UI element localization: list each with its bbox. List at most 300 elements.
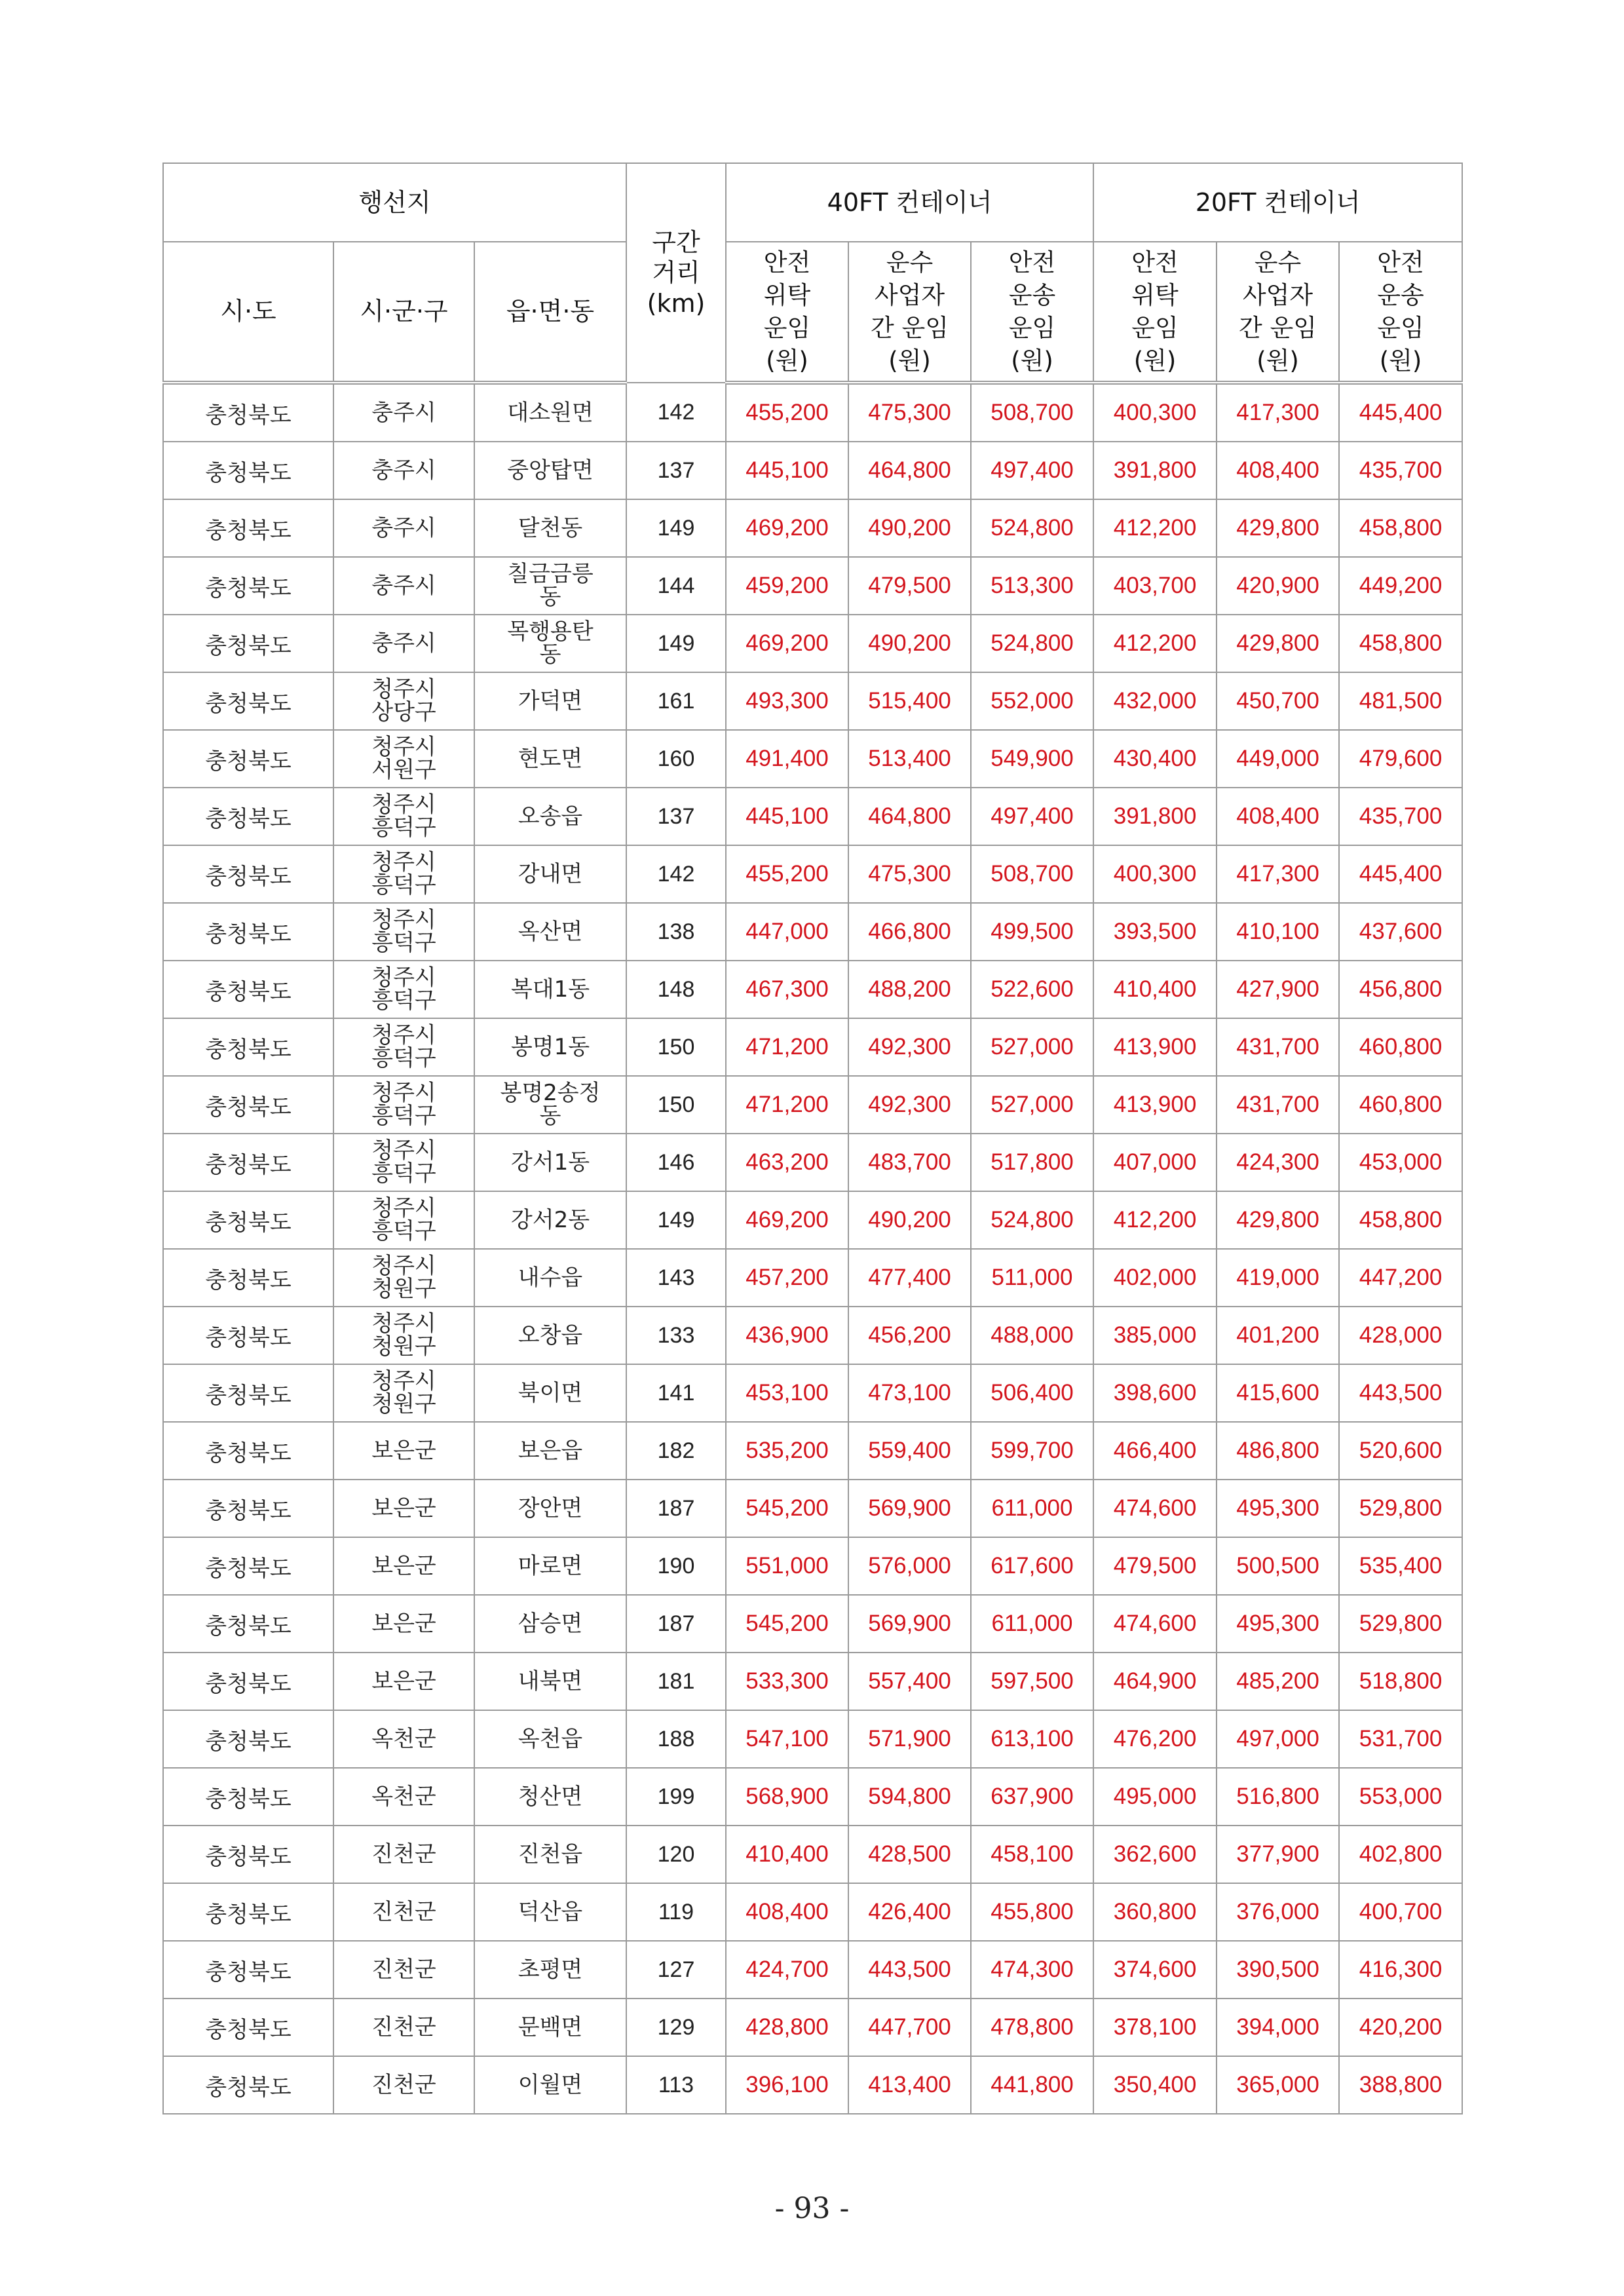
safe-consign-20ft-cell: 495,000 <box>1093 1768 1217 1826</box>
table-body <box>163 383 1462 2114</box>
distance-cell: 190 <box>626 1537 726 1595</box>
safe-consign-20ft-cell: 385,000 <box>1093 1307 1217 1364</box>
carrier-20ft-cell: 486,800 <box>1217 1422 1339 1480</box>
safe-transport-20ft-cell: 456,800 <box>1339 961 1462 1018</box>
sido-cell: 충청북도 <box>163 1999 333 2056</box>
distance-cell: 150 <box>626 1018 726 1076</box>
carrier-40ft-cell: 464,800 <box>848 442 971 499</box>
safe-transport-40ft-cell: 478,800 <box>971 1999 1093 2056</box>
safe-consign-40ft-cell: 436,900 <box>726 1307 848 1364</box>
eupmyeondong-cell: 내수읍 <box>474 1249 626 1307</box>
safe-consign-40ft-cell: 535,200 <box>726 1422 848 1480</box>
safe-transport-40ft-cell: 474,300 <box>971 1941 1093 1999</box>
eupmyeondong-cell: 강서2동 <box>474 1191 626 1249</box>
sigungu-cell: 충주시 <box>333 383 474 442</box>
sido-cell: 충청북도 <box>163 730 333 788</box>
eupmyeondong-cell: 오송읍 <box>474 788 626 845</box>
safe-consign-20ft-cell: 398,600 <box>1093 1364 1217 1422</box>
distance-cell: 129 <box>626 1999 726 2056</box>
distance-cell: 149 <box>626 1191 726 1249</box>
safe-transport-20ft-cell: 437,600 <box>1339 903 1462 961</box>
safe-consign-40ft-cell: 471,200 <box>726 1076 848 1134</box>
safe-transport-20ft-cell: 529,800 <box>1339 1595 1462 1653</box>
carrier-40ft-cell: 594,800 <box>848 1768 971 1826</box>
sido-cell: 충청북도 <box>163 1710 333 1768</box>
sido-cell: 충청북도 <box>163 1883 333 1941</box>
carrier-40ft-cell: 513,400 <box>848 730 971 788</box>
safe-consign-40ft-cell: 459,200 <box>726 557 848 615</box>
safe-consign-40ft-cell: 396,100 <box>726 2056 848 2114</box>
distance-cell: 148 <box>626 961 726 1018</box>
safe-consign-40ft-cell: 547,100 <box>726 1710 848 1768</box>
eupmyeondong-cell: 초평면 <box>474 1941 626 1999</box>
safe-consign-40ft-cell: 469,200 <box>726 499 848 557</box>
safe-transport-20ft-cell: 458,800 <box>1339 615 1462 672</box>
table-row <box>163 1710 1462 1768</box>
safe-consign-20ft-cell: 476,200 <box>1093 1710 1217 1768</box>
carrier-40ft-cell: 557,400 <box>848 1653 971 1710</box>
safe-consign-40ft-cell: 545,200 <box>726 1480 848 1537</box>
eupmyeondong-cell: 옥천읍 <box>474 1710 626 1768</box>
safe-transport-20ft-cell: 458,800 <box>1339 1191 1462 1249</box>
sigungu-cell: 진천군 <box>333 2056 474 2114</box>
safe-transport-40ft-cell: 617,600 <box>971 1537 1093 1595</box>
table-row <box>163 1768 1462 1826</box>
safe-transport-40ft-cell: 527,000 <box>971 1018 1093 1076</box>
sigungu-cell: 청주시 청원구 <box>333 1364 474 1422</box>
carrier-20ft-cell: 394,000 <box>1217 1999 1339 2056</box>
carrier-20ft-cell: 516,800 <box>1217 1768 1339 1826</box>
sido-cell: 충청북도 <box>163 557 333 615</box>
eupmyeondong-cell: 오창읍 <box>474 1307 626 1364</box>
table-row <box>163 1480 1462 1537</box>
sigungu-cell: 보은군 <box>333 1595 474 1653</box>
carrier-20ft-cell: 417,300 <box>1217 845 1339 903</box>
safe-transport-40ft-cell: 508,700 <box>971 383 1093 442</box>
distance-cell: 160 <box>626 730 726 788</box>
carrier-40ft-cell: 490,200 <box>848 499 971 557</box>
safe-transport-40ft-cell: 508,700 <box>971 845 1093 903</box>
safe-consign-40ft-cell: 447,000 <box>726 903 848 961</box>
carrier-20ft-cell: 497,000 <box>1217 1710 1339 1768</box>
safe-transport-40ft-cell: 497,400 <box>971 788 1093 845</box>
safe-consign-20ft-cell: 400,300 <box>1093 845 1217 903</box>
safe-consign-20ft-cell: 474,600 <box>1093 1595 1217 1653</box>
table-row <box>163 1941 1462 1999</box>
safe-transport-40ft-cell: 524,800 <box>971 615 1093 672</box>
table-row <box>163 672 1462 730</box>
safe-consign-40ft-cell: 445,100 <box>726 788 848 845</box>
distance-header: 구간 거리 (km) <box>626 163 726 383</box>
sigungu-cell: 청주시 상당구 <box>333 672 474 730</box>
sido-cell: 충청북도 <box>163 1076 333 1134</box>
sigungu-cell: 옥천군 <box>333 1710 474 1768</box>
carrier-20ft-cell: 410,100 <box>1217 903 1339 961</box>
safe-consign-20ft-cell: 466,400 <box>1093 1422 1217 1480</box>
table-row <box>163 1537 1462 1595</box>
sido-cell: 충청북도 <box>163 383 333 442</box>
safe-transport-20ft-cell: 435,700 <box>1339 788 1462 845</box>
carrier-20ft-cell: 495,300 <box>1217 1595 1339 1653</box>
distance-cell: 142 <box>626 383 726 442</box>
carrier-20ft-cell: 449,000 <box>1217 730 1339 788</box>
safe-consign-20ft-cell: 412,200 <box>1093 499 1217 557</box>
carrier-40ft-cell: 428,500 <box>848 1826 971 1883</box>
safe-consign-40ft-cell: 467,300 <box>726 961 848 1018</box>
eupmyeondong-cell: 문백면 <box>474 1999 626 2056</box>
sido-cell: 충청북도 <box>163 672 333 730</box>
sigungu-cell: 청주시 흥덕구 <box>333 961 474 1018</box>
eupmyeondong-cell: 덕산읍 <box>474 1883 626 1941</box>
distance-cell: 181 <box>626 1653 726 1710</box>
sido-header: 시·도 <box>163 242 333 383</box>
carrier-20ft-cell: 429,800 <box>1217 1191 1339 1249</box>
safe-transport-40ft-cell: 511,000 <box>971 1249 1093 1307</box>
sigungu-cell: 청주시 흥덕구 <box>333 1018 474 1076</box>
sido-cell: 충청북도 <box>163 1941 333 1999</box>
distance-cell: 141 <box>626 1364 726 1422</box>
sido-cell: 충청북도 <box>163 788 333 845</box>
carrier-40ft-cell: 492,300 <box>848 1076 971 1134</box>
sido-cell: 충청북도 <box>163 1018 333 1076</box>
eupmyeondong-cell: 내북면 <box>474 1653 626 1710</box>
carrier-40ft-cell: 488,200 <box>848 961 971 1018</box>
sido-cell: 충청북도 <box>163 499 333 557</box>
carrier-20ft-cell: 500,500 <box>1217 1537 1339 1595</box>
safe-transport-20ft-cell: 529,800 <box>1339 1480 1462 1537</box>
safe-consign-40ft-cell: 491,400 <box>726 730 848 788</box>
table-row <box>163 615 1462 672</box>
distance-cell: 137 <box>626 788 726 845</box>
safe-consign-20ft-cell: 393,500 <box>1093 903 1217 961</box>
safe-consign-40ft-cell: 453,100 <box>726 1364 848 1422</box>
safe-consign-20ft-cell: 413,900 <box>1093 1018 1217 1076</box>
sido-cell: 충청북도 <box>163 2056 333 2114</box>
carrier-20ft-cell: 429,800 <box>1217 499 1339 557</box>
sido-cell: 충청북도 <box>163 615 333 672</box>
sigungu-cell: 청주시 청원구 <box>333 1307 474 1364</box>
table-row <box>163 1018 1462 1076</box>
carrier-40ft-cell: 475,300 <box>848 383 971 442</box>
safe-transport-40ft-cell: 517,800 <box>971 1134 1093 1191</box>
safe-transport-20ft-cell: 402,800 <box>1339 1826 1462 1883</box>
eupmyeondong-cell: 대소원면 <box>474 383 626 442</box>
sigungu-header: 시·군·구 <box>333 242 474 383</box>
eupmyeondong-cell: 강내면 <box>474 845 626 903</box>
safe-consign-20ft-cell: 413,900 <box>1093 1076 1217 1134</box>
safe-transport-20ft-cell: 481,500 <box>1339 672 1462 730</box>
safe-transport-20ft-cell: 460,800 <box>1339 1076 1462 1134</box>
eupmyeondong-cell: 강서1동 <box>474 1134 626 1191</box>
table-row <box>163 730 1462 788</box>
sigungu-cell: 청주시 흥덕구 <box>333 845 474 903</box>
safe-consign-20ft-cell: 474,600 <box>1093 1480 1217 1537</box>
sido-cell: 충청북도 <box>163 1480 333 1537</box>
sigungu-cell: 진천군 <box>333 1883 474 1941</box>
safe-consign-20ft-cell: 410,400 <box>1093 961 1217 1018</box>
carrier-40ft-cell: 479,500 <box>848 557 971 615</box>
eupmyeondong-cell: 북이면 <box>474 1364 626 1422</box>
carrier-40ft-cell: 576,000 <box>848 1537 971 1595</box>
distance-cell: 199 <box>626 1768 726 1826</box>
carrier-40ft-cell: 477,400 <box>848 1249 971 1307</box>
safe-consign-20ft-cell: 430,400 <box>1093 730 1217 788</box>
safe-transport-20ft-cell: 445,400 <box>1339 383 1462 442</box>
eupmyeondong-cell: 삼승면 <box>474 1595 626 1653</box>
sido-cell: 충청북도 <box>163 1307 333 1364</box>
carrier-40ft-cell: 569,900 <box>848 1480 971 1537</box>
eupmyeondong-cell: 이월면 <box>474 2056 626 2114</box>
sido-cell: 충청북도 <box>163 1191 333 1249</box>
safe-transport-rate-20ft-header: 안전 운송 운임 (원) <box>1339 242 1462 383</box>
distance-cell: 138 <box>626 903 726 961</box>
safe-consign-20ft-cell: 412,200 <box>1093 1191 1217 1249</box>
carrier-40ft-cell: 456,200 <box>848 1307 971 1364</box>
sido-cell: 충청북도 <box>163 1768 333 1826</box>
safe-consign-40ft-cell: 568,900 <box>726 1768 848 1826</box>
table-row <box>163 1653 1462 1710</box>
safe-consign-rate-40ft-header: 안전 위탁 운임 (원) <box>726 242 848 383</box>
safe-consign-40ft-cell: 424,700 <box>726 1941 848 1999</box>
table-header <box>163 163 1462 383</box>
distance-cell: 133 <box>626 1307 726 1364</box>
eupmyeondong-cell: 복대1동 <box>474 961 626 1018</box>
sigungu-cell: 충주시 <box>333 499 474 557</box>
sigungu-cell: 청주시 흥덕구 <box>333 788 474 845</box>
carrier-20ft-cell: 495,300 <box>1217 1480 1339 1537</box>
distance-cell: 188 <box>626 1710 726 1768</box>
carrier-20ft-cell: 420,900 <box>1217 557 1339 615</box>
safe-consign-40ft-cell: 455,200 <box>726 383 848 442</box>
safe-transport-20ft-cell: 435,700 <box>1339 442 1462 499</box>
carrier-40ft-cell: 443,500 <box>848 1941 971 1999</box>
carrier-20ft-cell: 450,700 <box>1217 672 1339 730</box>
carrier-40ft-cell: 490,200 <box>848 615 971 672</box>
distance-cell: 144 <box>626 557 726 615</box>
carrier-20ft-cell: 424,300 <box>1217 1134 1339 1191</box>
safe-consign-40ft-cell: 455,200 <box>726 845 848 903</box>
safe-transport-20ft-cell: 420,200 <box>1339 1999 1462 2056</box>
safe-consign-20ft-cell: 479,500 <box>1093 1537 1217 1595</box>
table-row <box>163 1364 1462 1422</box>
carrier-20ft-cell: 376,000 <box>1217 1883 1339 1941</box>
distance-cell: 187 <box>626 1595 726 1653</box>
safe-transport-20ft-cell: 458,800 <box>1339 499 1462 557</box>
freight-rate-table <box>162 163 1463 2114</box>
eupmyeondong-cell: 봉명2송정 동 <box>474 1076 626 1134</box>
sido-cell: 충청북도 <box>163 442 333 499</box>
safe-consign-20ft-cell: 378,100 <box>1093 1999 1217 2056</box>
safe-transport-40ft-cell: 599,700 <box>971 1422 1093 1480</box>
table-row <box>163 1999 1462 2056</box>
sigungu-cell: 청주시 흥덕구 <box>333 903 474 961</box>
safe-transport-20ft-cell: 460,800 <box>1339 1018 1462 1076</box>
safe-consign-20ft-cell: 391,800 <box>1093 788 1217 845</box>
carrier-40ft-cell: 426,400 <box>848 1883 971 1941</box>
safe-transport-40ft-cell: 458,100 <box>971 1826 1093 1883</box>
safe-consign-40ft-cell: 533,300 <box>726 1653 848 1710</box>
safe-transport-40ft-cell: 499,500 <box>971 903 1093 961</box>
sido-cell: 충청북도 <box>163 1422 333 1480</box>
safe-transport-40ft-cell: 524,800 <box>971 1191 1093 1249</box>
safe-transport-40ft-cell: 513,300 <box>971 557 1093 615</box>
eupmyeondong-cell: 현도면 <box>474 730 626 788</box>
carrier-40ft-cell: 483,700 <box>848 1134 971 1191</box>
safe-consign-40ft-cell: 469,200 <box>726 615 848 672</box>
safe-consign-40ft-cell: 463,200 <box>726 1134 848 1191</box>
safe-transport-20ft-cell: 535,400 <box>1339 1537 1462 1595</box>
safe-consign-20ft-cell: 362,600 <box>1093 1826 1217 1883</box>
table-row <box>163 1422 1462 1480</box>
sido-cell: 충청북도 <box>163 1653 333 1710</box>
eupmyeondong-cell: 봉명1동 <box>474 1018 626 1076</box>
safe-transport-40ft-cell: 455,800 <box>971 1883 1093 1941</box>
table-row <box>163 1826 1462 1883</box>
sigungu-cell: 옥천군 <box>333 1768 474 1826</box>
table-row <box>163 1134 1462 1191</box>
safe-transport-40ft-cell: 597,500 <box>971 1653 1093 1710</box>
sido-cell: 충청북도 <box>163 1249 333 1307</box>
safe-transport-20ft-cell: 388,800 <box>1339 2056 1462 2114</box>
safe-transport-40ft-cell: 637,900 <box>971 1768 1093 1826</box>
carrier-40ft-cell: 413,400 <box>848 2056 971 2114</box>
carrier-20ft-cell: 408,400 <box>1217 442 1339 499</box>
carrier-20ft-cell: 429,800 <box>1217 615 1339 672</box>
safe-consign-20ft-cell: 391,800 <box>1093 442 1217 499</box>
safe-transport-40ft-cell: 549,900 <box>971 730 1093 788</box>
carrier-20ft-cell: 427,900 <box>1217 961 1339 1018</box>
safe-consign-20ft-cell: 403,700 <box>1093 557 1217 615</box>
safe-consign-40ft-cell: 493,300 <box>726 672 848 730</box>
carrier-20ft-cell: 431,700 <box>1217 1018 1339 1076</box>
safe-transport-20ft-cell: 553,000 <box>1339 1768 1462 1826</box>
sido-cell: 충청북도 <box>163 1364 333 1422</box>
safe-transport-20ft-cell: 416,300 <box>1339 1941 1462 1999</box>
carrier-40ft-cell: 515,400 <box>848 672 971 730</box>
sido-cell: 충청북도 <box>163 1595 333 1653</box>
sigungu-cell: 청주시 흥덕구 <box>333 1191 474 1249</box>
carrier-20ft-cell: 377,900 <box>1217 1826 1339 1883</box>
sido-cell: 충청북도 <box>163 961 333 1018</box>
distance-cell: 161 <box>626 672 726 730</box>
eupmyeondong-cell: 칠금금릉 동 <box>474 557 626 615</box>
safe-consign-40ft-cell: 551,000 <box>726 1537 848 1595</box>
safe-consign-20ft-cell: 464,900 <box>1093 1653 1217 1710</box>
carrier-rate-20ft-header: 운수 사업자 간 운임 (원) <box>1217 242 1339 383</box>
sigungu-cell: 보은군 <box>333 1422 474 1480</box>
safe-consign-20ft-cell: 407,000 <box>1093 1134 1217 1191</box>
carrier-40ft-cell: 559,400 <box>848 1422 971 1480</box>
carrier-20ft-cell: 485,200 <box>1217 1653 1339 1710</box>
carrier-40ft-cell: 490,200 <box>848 1191 971 1249</box>
table-row <box>163 557 1462 615</box>
table-row <box>163 442 1462 499</box>
safe-consign-20ft-cell: 402,000 <box>1093 1249 1217 1307</box>
safe-consign-40ft-cell: 410,400 <box>726 1826 848 1883</box>
safe-transport-40ft-cell: 552,000 <box>971 672 1093 730</box>
sigungu-cell: 충주시 <box>333 442 474 499</box>
safe-consign-20ft-cell: 350,400 <box>1093 2056 1217 2114</box>
safe-transport-40ft-cell: 497,400 <box>971 442 1093 499</box>
sigungu-cell: 보은군 <box>333 1653 474 1710</box>
safe-transport-40ft-cell: 441,800 <box>971 2056 1093 2114</box>
sigungu-cell: 청주시 청원구 <box>333 1249 474 1307</box>
safe-transport-40ft-cell: 527,000 <box>971 1076 1093 1134</box>
sido-cell: 충청북도 <box>163 903 333 961</box>
safe-transport-20ft-cell: 453,000 <box>1339 1134 1462 1191</box>
eupmyeondong-cell: 가덕면 <box>474 672 626 730</box>
carrier-40ft-cell: 492,300 <box>848 1018 971 1076</box>
distance-cell: 182 <box>626 1422 726 1480</box>
safe-transport-20ft-cell: 449,200 <box>1339 557 1462 615</box>
sigungu-cell: 진천군 <box>333 1999 474 2056</box>
distance-cell: 119 <box>626 1883 726 1941</box>
sigungu-cell: 보은군 <box>333 1537 474 1595</box>
eupmyeondong-cell: 장안면 <box>474 1480 626 1537</box>
container-20ft-header: 20FT 컨테이너 <box>1093 163 1462 242</box>
eupmyeondong-cell: 보은읍 <box>474 1422 626 1480</box>
table-row <box>163 2056 1462 2114</box>
sigungu-cell: 충주시 <box>333 615 474 672</box>
safe-consign-40ft-cell: 471,200 <box>726 1018 848 1076</box>
safe-consign-40ft-cell: 457,200 <box>726 1249 848 1307</box>
distance-cell: 187 <box>626 1480 726 1537</box>
distance-cell: 142 <box>626 845 726 903</box>
safe-consign-20ft-cell: 432,000 <box>1093 672 1217 730</box>
distance-cell: 113 <box>626 2056 726 2114</box>
carrier-20ft-cell: 419,000 <box>1217 1249 1339 1307</box>
sigungu-cell: 청주시 흥덕구 <box>333 1076 474 1134</box>
eupmyeondong-cell: 진천읍 <box>474 1826 626 1883</box>
safe-transport-20ft-cell: 520,600 <box>1339 1422 1462 1480</box>
carrier-20ft-cell: 390,500 <box>1217 1941 1339 1999</box>
safe-consign-40ft-cell: 408,400 <box>726 1883 848 1941</box>
safe-transport-20ft-cell: 479,600 <box>1339 730 1462 788</box>
carrier-rate-40ft-header: 운수 사업자 간 운임 (원) <box>848 242 971 383</box>
safe-consign-40ft-cell: 428,800 <box>726 1999 848 2056</box>
eupmyeondong-cell: 청산면 <box>474 1768 626 1826</box>
safe-consign-40ft-cell: 445,100 <box>726 442 848 499</box>
sigungu-cell: 충주시 <box>333 557 474 615</box>
table-row <box>163 1883 1462 1941</box>
safe-consign-40ft-cell: 545,200 <box>726 1595 848 1653</box>
eupmyeondong-cell: 목행용탄 동 <box>474 615 626 672</box>
table-row <box>163 1249 1462 1307</box>
sigungu-cell: 진천군 <box>333 1826 474 1883</box>
safe-transport-20ft-cell: 428,000 <box>1339 1307 1462 1364</box>
safe-transport-rate-40ft-header: 안전 운송 운임 (원) <box>971 242 1093 383</box>
carrier-40ft-cell: 464,800 <box>848 788 971 845</box>
safe-transport-40ft-cell: 506,400 <box>971 1364 1093 1422</box>
safe-consign-20ft-cell: 412,200 <box>1093 615 1217 672</box>
distance-cell: 149 <box>626 615 726 672</box>
table-row <box>163 499 1462 557</box>
sido-cell: 충청북도 <box>163 1537 333 1595</box>
safe-transport-40ft-cell: 611,000 <box>971 1595 1093 1653</box>
sigungu-cell: 청주시 흥덕구 <box>333 1134 474 1191</box>
safe-transport-20ft-cell: 445,400 <box>1339 845 1462 903</box>
safe-transport-20ft-cell: 447,200 <box>1339 1249 1462 1307</box>
carrier-40ft-cell: 475,300 <box>848 845 971 903</box>
carrier-40ft-cell: 473,100 <box>848 1364 971 1422</box>
eupmyeondong-cell: 달천동 <box>474 499 626 557</box>
table-row <box>163 845 1462 903</box>
eupmyeondong-header: 읍·면·동 <box>474 242 626 383</box>
table-row <box>163 1595 1462 1653</box>
eupmyeondong-cell: 옥산면 <box>474 903 626 961</box>
carrier-40ft-cell: 466,800 <box>848 903 971 961</box>
eupmyeondong-cell: 중앙탑면 <box>474 442 626 499</box>
